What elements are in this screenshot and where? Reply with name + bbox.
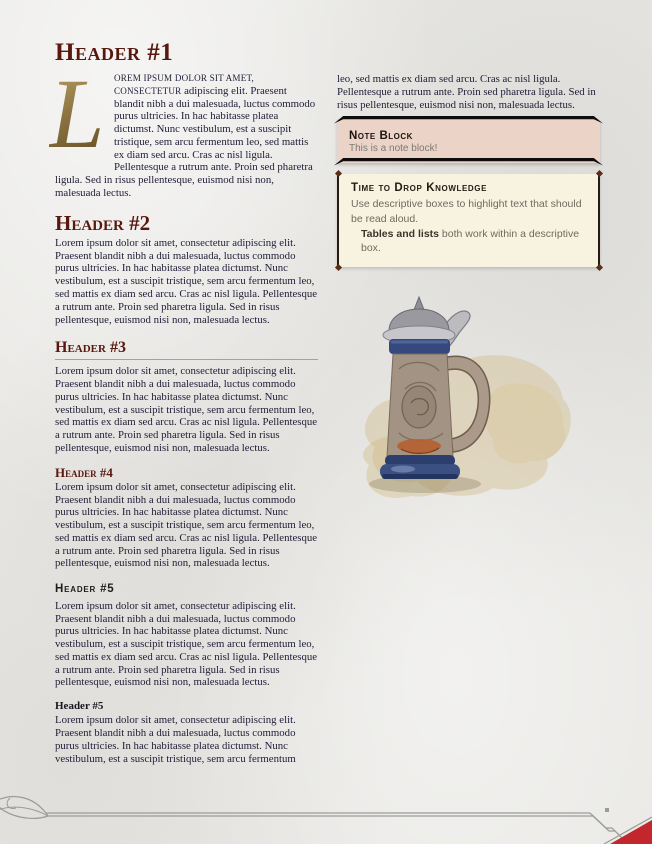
lead-rest: adipiscing elit. Praesent blandit nibh a dui malesuada, luctus commodo purus ultricies. In hac habitasse platea dictumst. Nunc vestibulum, est a suscipit tristique, sem arcu fermentum leo, sed mattis ex diam sed arcu. Cras ac nisl ligula. Pellentesque a rutrum ante. Proin sed pharetra ligula. Sed in risus pellentesque, euismod nisi non, malesuada lectus. xyxy=(55,84,316,200)
corner-dot-icon xyxy=(334,264,341,271)
note-block-title: Note Block xyxy=(349,130,413,143)
header-6-bold: Header #5 xyxy=(55,700,104,713)
descriptive-box-title: Time to Drop Knowledge xyxy=(351,182,488,195)
descriptive-box xyxy=(337,174,600,267)
lead-smallcaps: OREM IPSUM DOLOR SIT AMET, CONSECTETUR xyxy=(114,73,255,96)
descriptive-box-emphasis-rest: both work within a descriptive box. xyxy=(361,227,580,255)
beer-stein-illustration xyxy=(351,291,586,506)
descriptive-box-emphasis-line xyxy=(361,227,586,256)
paragraph: Lorem ipsum dolor sit amet, consectetur adipiscing elit. Praesent blandit nibh a dui malesuada, luctus commodo purus ultricies. In hac habitasse platea dictumst. Nunc vestibulum, est a suscipit tristique, sem arcu fermentum leo, sed mattis ex diam sed arcu. Cras ac nisl ligula. Pellentesque a rutrum ante. Proin sed pharetra ligula. Sed in risus pellentesque, euismod nisi non, malesuada lectus. xyxy=(55,599,318,689)
dropcap-letter: L xyxy=(49,74,107,162)
note-block-bottom-border xyxy=(334,158,603,166)
note-block xyxy=(337,119,600,163)
descriptive-box-emphasis: Tables and lists xyxy=(361,227,439,240)
corner-dot-icon xyxy=(334,170,341,177)
footer-flourish xyxy=(0,792,652,844)
header-5: Header #5 xyxy=(55,583,115,596)
header-4: Header #4 xyxy=(55,464,113,480)
corner-dot-icon xyxy=(595,264,602,271)
corner-dot-icon xyxy=(595,170,602,177)
note-block-top-border xyxy=(334,116,603,124)
descriptive-box-body: Use descriptive boxes to highlight text that should be read aloud. xyxy=(351,198,582,225)
paragraph: Lorem ipsum dolor sit amet, consectetur adipiscing elit. Praesent blandit nibh a dui malesuada, luctus commodo purus ultricies. In hac habitasse platea dictumst. Nunc vestibulum, est a suscipit tristique, sem arcu fermentum leo, sed mattis ex diam sed arcu. Cras ac nisl ligula. Pellentesque a rutrum ante. Proin sed pharetra ligula. Sed in risus pellentesque, euismod nisi non, malesuada lectus. xyxy=(55,236,318,326)
right-column xyxy=(337,40,600,766)
header-1: Header #1 xyxy=(55,39,174,66)
paragraph-truncated: Lorem ipsum dolor sit amet, consectetur adipiscing elit. Praesent blandit nibh a dui malesuada, luctus commodo purus ultricies. In hac habitasse platea dictumst. Nunc vestibulum, est a suscipit tristique, sem arcu fermentum xyxy=(55,714,296,765)
paragraph: Lorem ipsum dolor sit amet, consectetur adipiscing elit. Praesent blandit nibh a dui malesuada, luctus commodo purus ultricies. In hac habitasse platea dictumst. Nunc vestibulum, est a suscipit tristique, sem arcu fermentum leo, sed mattis ex diam sed arcu. Cras ac nisl ligula. Pellentesque a rutrum ante. Proin sed pharetra ligula. Sed in risus pellentesque, euismod nisi non, malesuada lectus. xyxy=(55,365,318,454)
header-2: Header #2 xyxy=(55,210,151,235)
lead-paragraph xyxy=(49,58,318,200)
note-block-body: This is a note block! xyxy=(349,143,438,155)
continuation-paragraph: leo, sed mattis ex diam sed arcu. Cras ac nisl ligula. Pellentesque a rutrum ante. Proin sed pharetra ligula. Sed in risus pellentesque, euismod nisi non, malesuada lectus. xyxy=(337,73,596,111)
header-3: Header #3 xyxy=(55,340,318,360)
paragraph: Lorem ipsum dolor sit amet, consectetur adipiscing elit. Praesent blandit nibh a dui malesuada, luctus commodo purus ultricies. In hac habitasse platea dictumst. Nunc vestibulum, est a suscipit tristique, sem arcu fermentum leo, sed mattis ex diam sed arcu. Cras ac nisl ligula. Pellentesque a rutrum ante. Proin sed pharetra ligula. Sed in risus pellentesque, euismod nisi non, malesuada lectus. xyxy=(55,480,318,570)
left-column xyxy=(49,39,318,766)
